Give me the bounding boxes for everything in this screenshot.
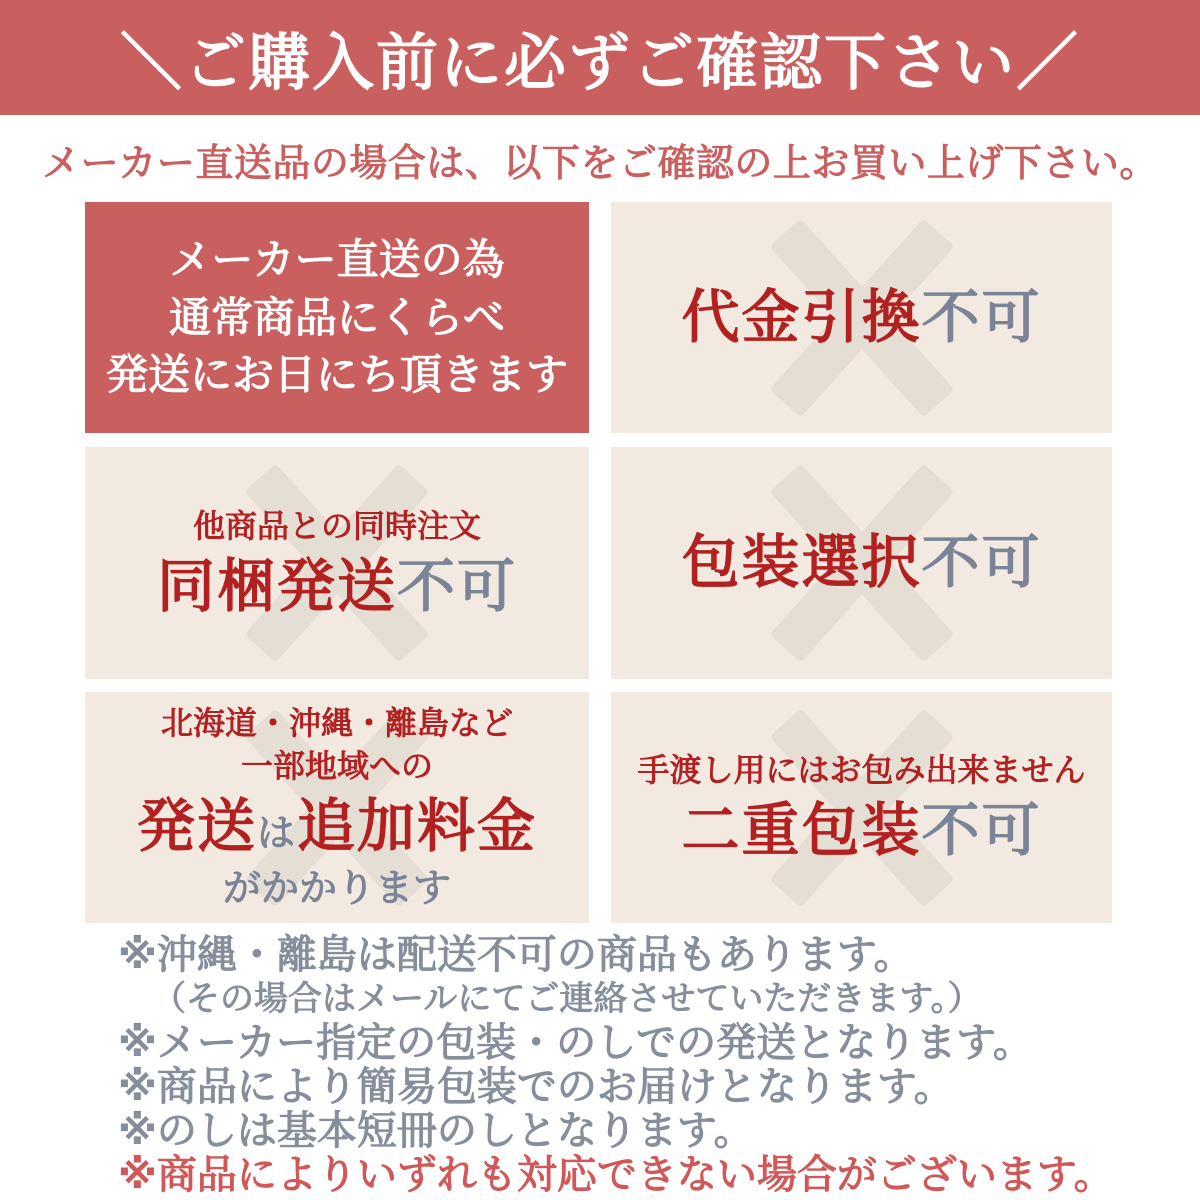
double-wrap-label-red: 二重包装: [681, 796, 922, 865]
double-wrapping-box: [611, 692, 1112, 923]
remote-fee-label: [137, 792, 537, 862]
bundle-note: 他商品との同時注文: [192, 506, 481, 545]
wrapping-select-label: [681, 528, 1041, 598]
cod-label-gray: 不可: [921, 282, 1042, 351]
remote-fee-particle: は: [256, 811, 297, 856]
double-wrap-note: 手渡し用にはお包み出来ません: [637, 751, 1086, 790]
wrapping-selection-box: [611, 447, 1112, 679]
notes-list: [0, 933, 1200, 1197]
note-line-2: （その場合はメールにてご連絡させていただきます。）: [152, 979, 982, 1019]
cod-label: [681, 283, 1041, 353]
remote-fee-label-red-1: 発送: [136, 792, 257, 861]
cod-not-available-box: [611, 202, 1112, 433]
double-wrap-label: [681, 796, 1041, 866]
note-line-6: ※商品によりいずれも対応できない場合がございます。: [118, 1152, 1114, 1198]
note-line-1: ※沖縄・離島は配送不可の商品もあります。: [118, 932, 914, 978]
bundle-label: [157, 552, 517, 622]
cod-label-red: 代金引換: [681, 282, 922, 351]
remote-fee-suffix: がかかります: [222, 865, 451, 910]
note-line-3: ※メーカー指定の包装・のしでの発送となります。: [118, 1020, 1033, 1066]
wrapping-select-label-red: 包装選択: [681, 528, 922, 597]
remote-area-fee-box: [85, 692, 589, 923]
note-line-5: ※のしは基本短冊のしとなります。: [118, 1108, 754, 1154]
remote-fee-label-red-2: 追加料金: [297, 792, 538, 861]
header-banner: [0, 0, 1200, 115]
subtitle-text: メーカー直送品の場合は、以下をご確認の上お買い上げ下さい。: [42, 140, 1158, 185]
bundle-label-red: 同梱発送: [156, 551, 397, 620]
double-wrap-label-gray: 不可: [921, 796, 1042, 865]
note-line-4: ※商品により簡易包装でのお届けとなります。: [118, 1064, 954, 1110]
direct-shipping-line-3: 発送にお日にち頂きます: [105, 350, 568, 400]
wrapping-select-label-gray: 不可: [921, 528, 1042, 597]
direct-shipping-notice-box: [85, 202, 589, 433]
direct-shipping-line-2: 通常商品にくらべ: [168, 292, 505, 342]
direct-shipping-line-1: メーカー直送の為: [169, 234, 505, 284]
page-title: ＼ご購入前に必ずご確認下さい／: [119, 26, 1080, 99]
remote-fee-note-2: 一部地域への: [240, 747, 433, 785]
remote-fee-note-1: 北海道・沖縄・離島など: [160, 703, 513, 742]
bundle-label-gray: 不可: [397, 551, 518, 620]
bundle-shipping-box: [85, 447, 589, 679]
